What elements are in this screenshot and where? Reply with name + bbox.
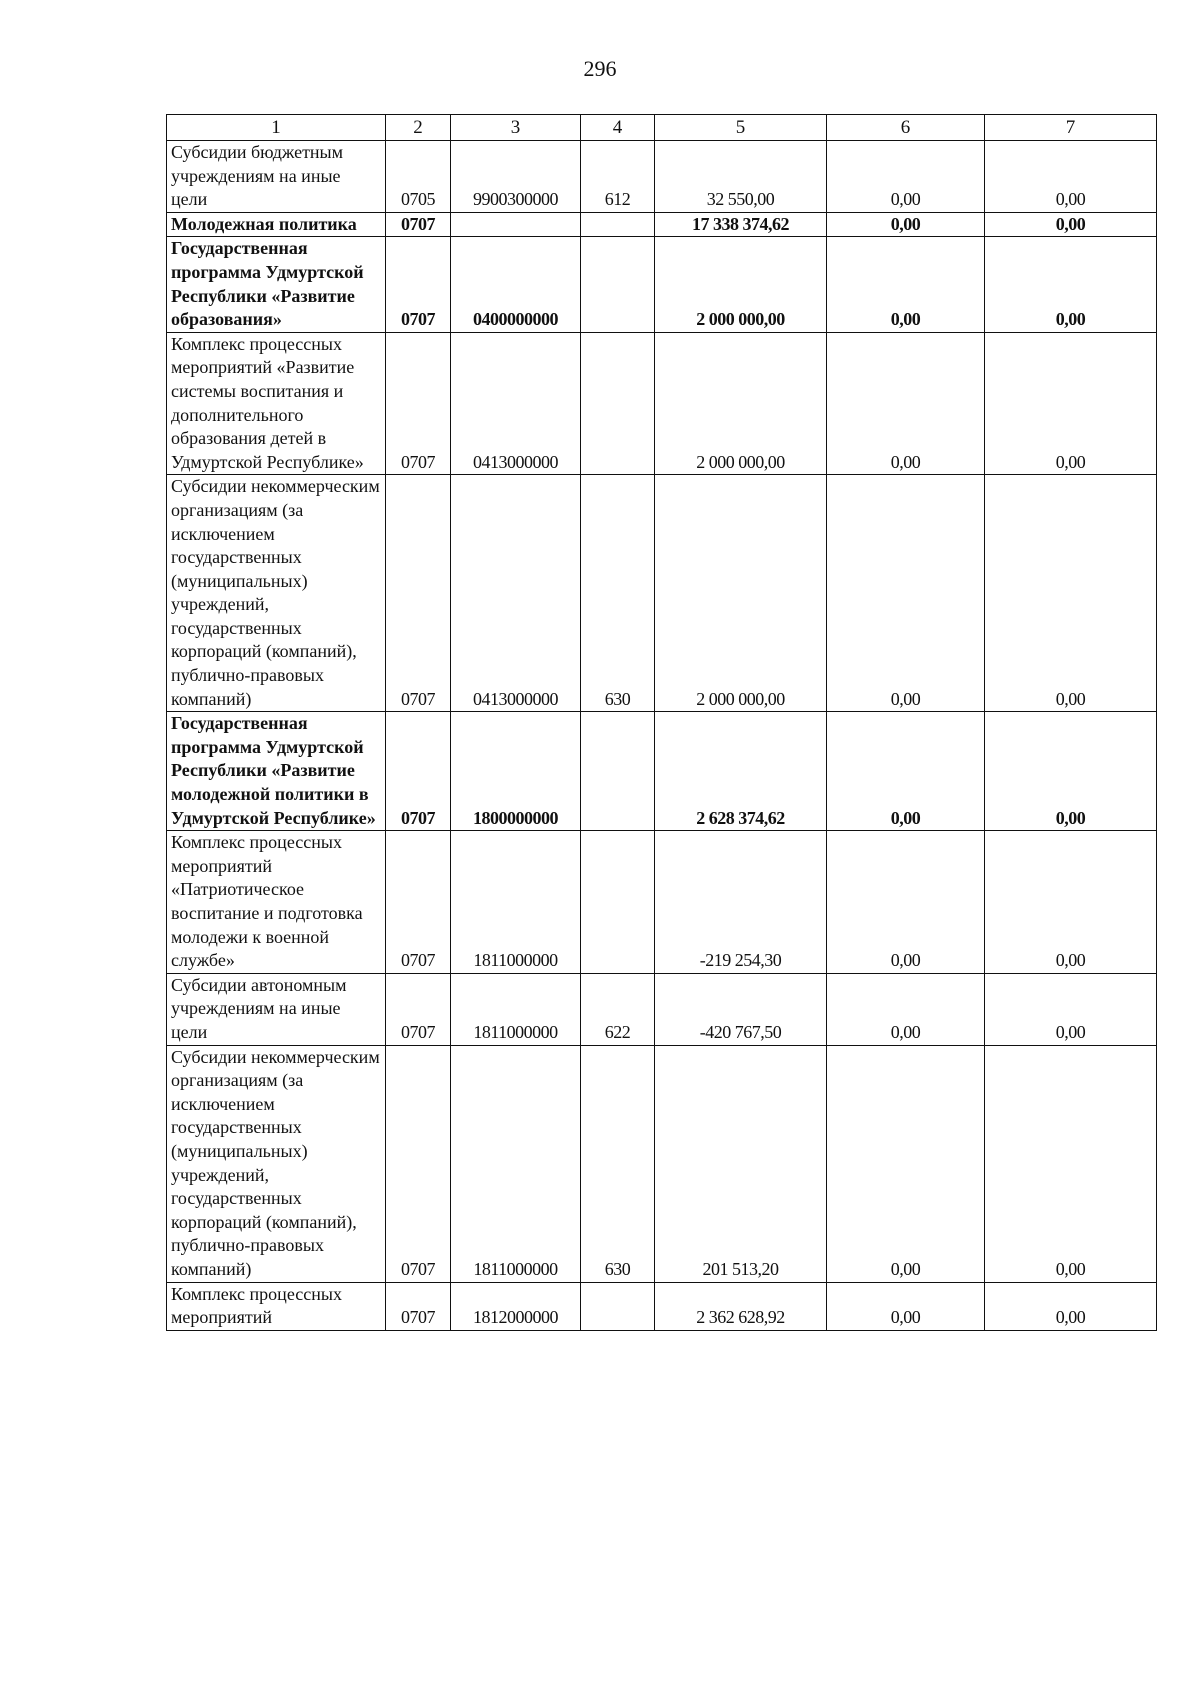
column-header: 1 bbox=[167, 115, 386, 141]
table-row bbox=[167, 475, 1157, 712]
column-7-cell: 0,00 bbox=[985, 712, 1157, 831]
section-code-cell: 0707 bbox=[386, 973, 451, 1045]
target-code-cell: 1811000000 bbox=[451, 973, 581, 1045]
column-header: 5 bbox=[655, 115, 827, 141]
amount-cell: -219 254,30 bbox=[655, 831, 827, 974]
table-row bbox=[167, 237, 1157, 332]
amount-cell: 2 000 000,00 bbox=[655, 475, 827, 712]
column-6-cell: 0,00 bbox=[827, 712, 985, 831]
expense-kind-cell bbox=[581, 332, 655, 475]
column-6-cell: 0,00 bbox=[827, 475, 985, 712]
expense-kind-cell bbox=[581, 237, 655, 332]
section-code-cell: 0707 bbox=[386, 237, 451, 332]
table-body bbox=[167, 141, 1157, 1331]
expense-kind-cell bbox=[581, 712, 655, 831]
row-name-cell: Комплекс процессных мероприятий bbox=[167, 1282, 386, 1330]
column-7-cell: 0,00 bbox=[985, 237, 1157, 332]
row-name-cell: Субсидии некоммерческим организациям (за исключением государственных (муниципальных) учреждений, государственных корпораций (компаний), публично-правовых компаний) bbox=[167, 1045, 386, 1282]
section-code-cell: 0707 bbox=[386, 475, 451, 712]
column-header: 4 bbox=[581, 115, 655, 141]
table-row bbox=[167, 141, 1157, 213]
budget-table bbox=[166, 114, 1157, 1331]
target-code-cell: 9900300000 bbox=[451, 141, 581, 213]
column-header: 6 bbox=[827, 115, 985, 141]
row-name-cell: Субсидии бюджетным учреждениям на иные цели bbox=[167, 141, 386, 213]
column-6-cell: 0,00 bbox=[827, 212, 985, 237]
column-6-cell: 0,00 bbox=[827, 973, 985, 1045]
column-6-cell: 0,00 bbox=[827, 831, 985, 974]
table-row bbox=[167, 973, 1157, 1045]
section-code-cell: 0707 bbox=[386, 212, 451, 237]
column-6-cell: 0,00 bbox=[827, 141, 985, 213]
expense-kind-cell bbox=[581, 1282, 655, 1330]
expense-kind-cell bbox=[581, 212, 655, 237]
expense-kind-cell: 630 bbox=[581, 475, 655, 712]
column-6-cell: 0,00 bbox=[827, 1282, 985, 1330]
row-name-cell: Государственная программа Удмуртской Республики «Развитие образования» bbox=[167, 237, 386, 332]
amount-cell: 2 000 000,00 bbox=[655, 332, 827, 475]
column-6-cell: 0,00 bbox=[827, 1045, 985, 1282]
section-code-cell: 0707 bbox=[386, 831, 451, 974]
column-7-cell: 0,00 bbox=[985, 141, 1157, 213]
amount-cell: 32 550,00 bbox=[655, 141, 827, 213]
column-header: 2 bbox=[386, 115, 451, 141]
target-code-cell: 1811000000 bbox=[451, 1045, 581, 1282]
column-6-cell: 0,00 bbox=[827, 237, 985, 332]
section-code-cell: 0707 bbox=[386, 1045, 451, 1282]
table-row bbox=[167, 212, 1157, 237]
expense-kind-cell bbox=[581, 831, 655, 974]
amount-cell: -420 767,50 bbox=[655, 973, 827, 1045]
row-name-cell: Государственная программа Удмуртской Республики «Развитие молодежной политики в Удмуртской Республике» bbox=[167, 712, 386, 831]
amount-cell: 2 362 628,92 bbox=[655, 1282, 827, 1330]
header-row bbox=[167, 115, 1157, 141]
amount-cell: 201 513,20 bbox=[655, 1045, 827, 1282]
column-7-cell: 0,00 bbox=[985, 212, 1157, 237]
target-code-cell: 0413000000 bbox=[451, 475, 581, 712]
expense-kind-cell: 622 bbox=[581, 973, 655, 1045]
target-code-cell: 0400000000 bbox=[451, 237, 581, 332]
column-6-cell: 0,00 bbox=[827, 332, 985, 475]
target-code-cell: 0413000000 bbox=[451, 332, 581, 475]
table-row bbox=[167, 1045, 1157, 1282]
row-name-cell: Субсидии некоммерческим организациям (за исключением государственных (муниципальных) учреждений, государственных корпораций (компаний), публично-правовых компаний) bbox=[167, 475, 386, 712]
page-number: 296 bbox=[583, 56, 617, 81]
amount-cell: 17 338 374,62 bbox=[655, 212, 827, 237]
column-7-cell: 0,00 bbox=[985, 973, 1157, 1045]
row-name-cell: Комплекс процессных мероприятий «Развитие системы воспитания и дополнительного образования детей в Удмуртской Республике» bbox=[167, 332, 386, 475]
section-code-cell: 0707 bbox=[386, 712, 451, 831]
column-header: 7 bbox=[985, 115, 1157, 141]
target-code-cell bbox=[451, 212, 581, 237]
target-code-cell: 1811000000 bbox=[451, 831, 581, 974]
column-header: 3 bbox=[451, 115, 581, 141]
column-7-cell: 0,00 bbox=[985, 332, 1157, 475]
table-row bbox=[167, 831, 1157, 974]
expense-kind-cell: 630 bbox=[581, 1045, 655, 1282]
column-7-cell: 0,00 bbox=[985, 1045, 1157, 1282]
expense-kind-cell: 612 bbox=[581, 141, 655, 213]
table-row bbox=[167, 1282, 1157, 1330]
row-name-cell: Субсидии автономным учреждениям на иные цели bbox=[167, 973, 386, 1045]
target-code-cell: 1800000000 bbox=[451, 712, 581, 831]
column-7-cell: 0,00 bbox=[985, 1282, 1157, 1330]
section-code-cell: 0707 bbox=[386, 1282, 451, 1330]
amount-cell: 2 628 374,62 bbox=[655, 712, 827, 831]
column-7-cell: 0,00 bbox=[985, 831, 1157, 974]
section-code-cell: 0705 bbox=[386, 141, 451, 213]
table-row bbox=[167, 712, 1157, 831]
section-code-cell: 0707 bbox=[386, 332, 451, 475]
row-name-cell: Молодежная политика bbox=[167, 212, 386, 237]
table-row bbox=[167, 332, 1157, 475]
target-code-cell: 1812000000 bbox=[451, 1282, 581, 1330]
amount-cell: 2 000 000,00 bbox=[655, 237, 827, 332]
row-name-cell: Комплекс процессных мероприятий «Патриотическое воспитание и подготовка молодежи к военной службе» bbox=[167, 831, 386, 974]
column-7-cell: 0,00 bbox=[985, 475, 1157, 712]
